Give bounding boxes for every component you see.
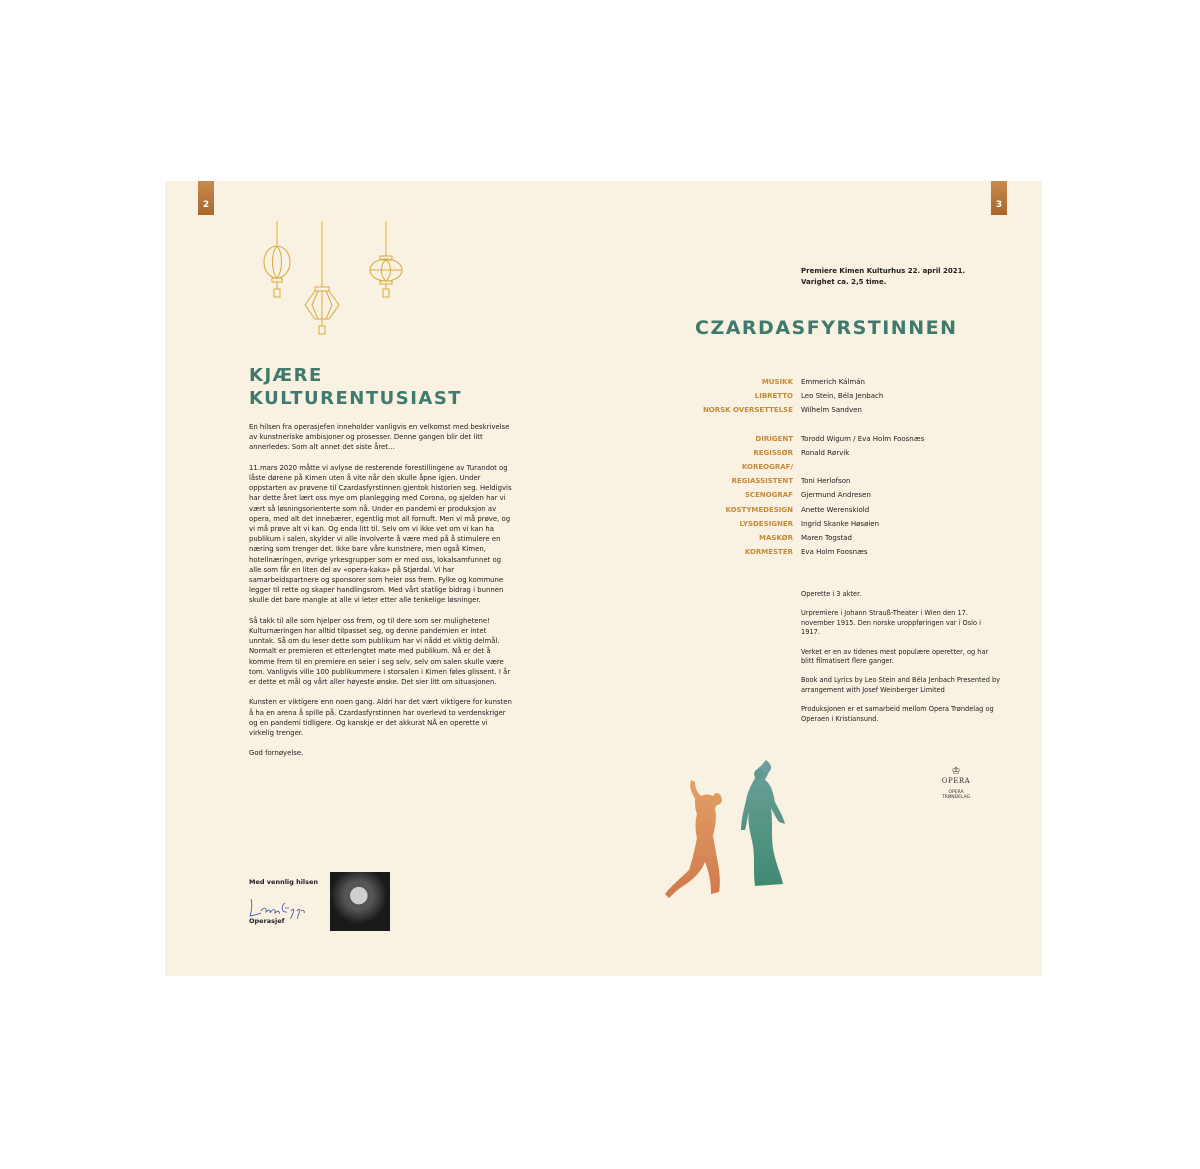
credit-row xyxy=(635,488,965,502)
credit-name: Gjermund Andresen xyxy=(801,491,871,500)
fact: Book and Lyrics by Leo Stein and Béla Jenbach Presented by arrangement with Josef Weinberger Limited xyxy=(801,676,1001,694)
paragraph: God fornøyelse. xyxy=(249,749,304,758)
greeting-title-line2: KULTURENTUSIAST xyxy=(249,388,463,409)
logo-sub1: OPERA xyxy=(948,790,964,795)
credit-role: MUSIKK xyxy=(761,378,793,386)
credit-name: Leo Stein, Béla Jenbach xyxy=(801,392,884,401)
portrait-photo xyxy=(330,872,390,931)
credit-name: Toni Herlofson xyxy=(801,477,851,486)
credit-role: REGISSØR xyxy=(753,448,793,457)
credit-row xyxy=(635,474,965,488)
credit-role: SCENOGRAF xyxy=(744,491,793,500)
signoff: Med vennlig hilsen xyxy=(249,878,319,886)
dancers-illustration xyxy=(655,758,815,928)
signature-role: Operasjef xyxy=(249,917,285,925)
credit-name: Ingrid Skanke Høsøien xyxy=(801,519,880,528)
credit-role: MASKØR xyxy=(758,533,793,542)
greeting-title xyxy=(249,364,462,410)
credit-row xyxy=(635,517,965,531)
production-title: CZARDASFYRSTINNEN xyxy=(695,317,958,339)
fact: Verket er en av tidenes mest populære operetter, og har blitt filmatisert flere ganger. xyxy=(801,647,989,666)
paragraph: Så takk til alle som hjelper oss frem, og til dere som ser mulighetene! Kulturnæringen har alltid tilpasset seg, og denne pandemien er intet unntak. Så om du leser dette som publikum har vi nådd et viktig delmål. Normalt er premieren et etterlengtet møte med publikum. Nå er det å komme frem til en premiere en seier i seg selv, selv om salen skulle være tom. Vanligvis ville 100 publikummere i storsalen i Kimen føles glissent. I år er dette et mål og vårt aller høyeste ønske. Det sier litt om situasjonen. xyxy=(249,616,511,687)
crown-icon: ♔ xyxy=(951,766,961,777)
production-facts xyxy=(801,590,1001,734)
fact: Operette i 3 akter. xyxy=(801,590,862,598)
greeting-body xyxy=(249,422,514,769)
paragraph: En hilsen fra operasjefen inneholder vanligvis en velkomst med beskrivelse av kunstneriske ambisjoner og prosesser. Denne gangen blir det litt annerledes. Som alt annet det siste året… xyxy=(249,423,510,452)
greeting-title-line1: KJÆRE xyxy=(249,365,323,386)
credit-role: KOSTYMEDESIGN xyxy=(725,505,793,514)
logo-opera: OPERA xyxy=(941,777,971,785)
credit-name: Anette Werenskiold xyxy=(801,505,870,514)
credit-row xyxy=(635,389,965,403)
credit-row xyxy=(635,460,965,474)
credit-name: Emmerich Kálmán xyxy=(801,378,865,386)
credit-role: LYSDESIGNER xyxy=(739,519,793,528)
credit-name: Ronald Rørvik xyxy=(801,448,850,457)
credit-role: KOREOGRAF/ xyxy=(741,462,793,471)
credit-row xyxy=(635,503,965,517)
brochure-spread xyxy=(165,181,1042,976)
credit-name: Eva Holm Foosnæs xyxy=(801,548,868,557)
premiere-line: Premiere Kimen Kulturhus 22. april 2021. xyxy=(801,267,966,275)
credit-name: Maren Togstad xyxy=(801,533,852,542)
credit-role: LIBRETTO xyxy=(754,392,793,401)
lanterns-illustration xyxy=(255,221,415,346)
opera-logo xyxy=(939,766,973,812)
credit-role: NORSK OVERSETTELSE xyxy=(702,406,793,415)
credit-row xyxy=(635,432,965,446)
credit-role: KORMESTER xyxy=(744,548,793,557)
fact: Urpremiere i Johann Strauß-Theater i Wien den 17. november 1915. Den norske uroppføringen var i Oslo i 1917. xyxy=(801,609,981,637)
page-number-left: 2 xyxy=(198,181,214,215)
paragraph: 11.mars 2020 måtte vi avlyse de resterende forestillingene av Turandot og låste dørene på Kimen uten å vite når den skulle åpne igjen. Under oppstarten av prøvene til Czardasfyrstinnen gjentok historien seg. Heldigvis har dette året lært oss mye om planlegging med Corona, og sjelden har vi vært så løsningsorienterte som nå. Under en pandemi er produksjon av opera, med alt det innebærer, egentlig mot all fornuft. Men vi må prøve, og vi må prøve alt vi kan. Og enda litt til. Selv om vi ikke vet om vi kan ha publikum i salen, skylder vi alle involverte å være med på å stimulere en næring som trenger det. Ikke bare våre kunstnere, men også Kimen, hotellnæringen, øvrige yrkesgrupper som er med oss, lokalsamfunnet og alle som får en liten del av «opera-kaka» på Stjørdal. Vi har samarbeidspartnere og sponsorer som heier oss frem. Fylke og kommune legger til rette og skaper handlingsrom. Med vårt statlige bidrag i bunnen skulle det bare mangle at alle vi leter etter alle tenkelige løsninger. xyxy=(249,463,512,605)
paragraph: Kunsten er viktigere enn noen gang. Aldri har det vært viktigere for kunsten å ha en arena å spille på. Czardasfyrstinnen har overlevd to verdenskriger og en pandemi tidligere. Og kanskje er det akkurat NÅ en operette vi virkelig trenger. xyxy=(249,698,512,738)
credit-row xyxy=(635,446,965,460)
duration-line: Varighet ca. 2,5 time. xyxy=(801,277,887,286)
credit-row xyxy=(635,403,965,417)
fact: Produksjonen er et samarbeid mellom Opera Trøndelag og Operaen i Kristiansund. xyxy=(801,705,994,723)
credit-role: DIRIGENT xyxy=(755,434,793,443)
credits-list xyxy=(635,375,965,559)
credit-row xyxy=(635,545,965,559)
credit-row xyxy=(635,531,965,545)
page-number-right: 3 xyxy=(991,181,1007,215)
credit-row xyxy=(635,375,965,389)
credit-name: Wilhelm Sandven xyxy=(801,406,862,415)
premiere-info xyxy=(801,266,965,287)
logo-sub2: TRØNDELAG xyxy=(941,795,971,800)
credit-name: Torodd Wigum / Eva Holm Foosnæs xyxy=(801,434,925,443)
credit-role: REGIASSISTENT xyxy=(731,477,793,486)
